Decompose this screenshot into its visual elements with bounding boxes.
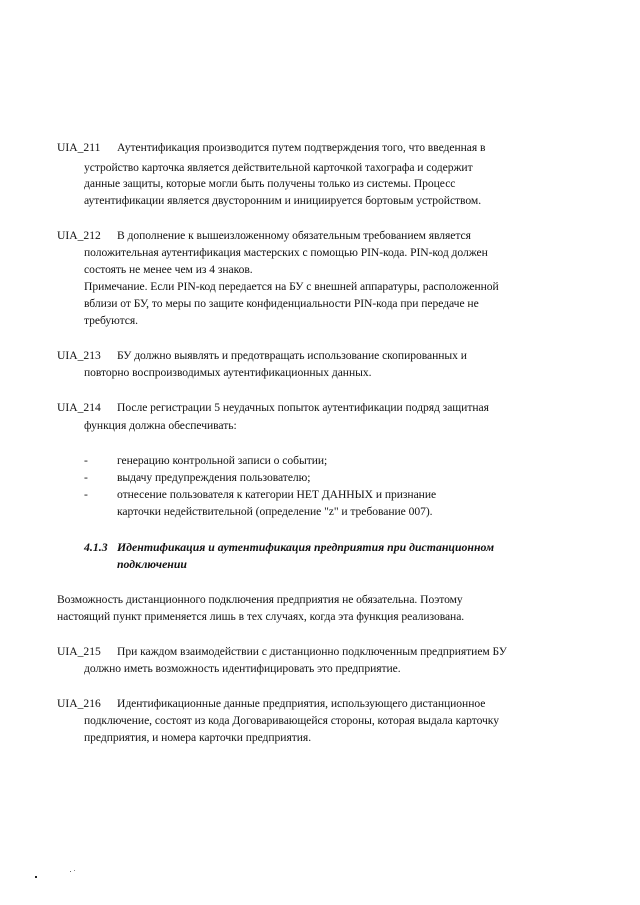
requirement-id: UIA_211 [57,141,101,154]
section-title-line: Идентификация и аутентификация предприятия при дистанционном [117,540,495,554]
requirement-text-line: должно иметь возможность идентифицировать это предприятие. [84,662,401,675]
scan-speck [70,871,71,872]
bullet-item: генерацию контрольной записи о событии; [117,454,328,467]
paragraph-line: Возможность дистанционного подключения предприятия не обязательна. Поэтому [57,593,463,606]
requirement-id: UIA_216 [57,697,101,710]
requirement-text-line: повторно воспроизводимых аутентификационных данных. [84,366,372,379]
paragraph-line: настоящий пункт применяется лишь в тех случаях, когда эта функция реализована. [57,610,465,623]
bullet-marker: - [84,454,88,467]
scan-speck [35,876,37,878]
requirement-text-line: Идентификационные данные предприятия, использующего дистанционное [117,697,486,710]
bullet-item: выдачу предупреждения пользователю; [117,471,311,484]
section-number: 4.1.3 [84,540,108,554]
requirement-id: UIA_215 [57,645,101,658]
requirement-text-line: предприятия, и номера карточки предприятия. [84,731,312,744]
requirement-text-line: подключение, состоят из кода Договаривающейся стороны, которая выдала карточку [84,714,499,727]
requirement-text-line: В дополнение к вышеизложенному обязательным требованием является [117,229,471,242]
note-text-line: требуются. [84,314,138,327]
requirement-id: UIA_214 [57,401,101,414]
requirement-text-line: устройство карточка является действительной карточкой тахографа и содержит [84,161,473,174]
requirement-text-line: аутентификации является двусторонним и инициируется бортовым устройством. [84,194,482,207]
bullet-item-continuation: карточки недействительной (определение "z" и требование 007). [117,505,433,518]
requirement-text-line: При каждом взаимодействии с дистанционно подключенным предприятием БУ [117,645,507,658]
requirement-id: UIA_213 [57,349,101,362]
section-title-line: подключении [117,557,187,571]
requirement-text-line: данные защиты, которые могли быть получены только из системы. Процесс [84,177,456,190]
note-text-line: Примечание. Если PIN-код передается на БУ с внешней аппаратуры, расположенной [84,280,499,293]
note-text-line: вблизи от БУ, то меры по защите конфиденциальности PIN-кода при передаче не [84,297,479,310]
requirement-text-line: БУ должно выявлять и предотвращать использование скопированных и [117,349,467,362]
bullet-marker: - [84,488,88,501]
requirement-text-line: положительная аутентификация мастерских с помощью PIN-кода. PIN-код должен [84,246,488,259]
bullet-marker: - [84,471,88,484]
requirement-text-line: После регистрации 5 неудачных попыток аутентификации подряд защитная [117,401,489,414]
requirement-text-line: состоять не менее чем из 4 знаков. [84,263,253,276]
scan-speck [74,870,75,871]
requirement-text-line: функция должна обеспечивать: [84,419,237,432]
requirement-id: UIA_212 [57,229,101,242]
scan-specks [30,868,90,888]
requirement-text-line: Аутентификация производится путем подтверждения того, что введенная в [117,141,486,154]
bullet-item: отнесение пользователя к категории НЕТ ДАННЫХ и признание [117,488,437,501]
